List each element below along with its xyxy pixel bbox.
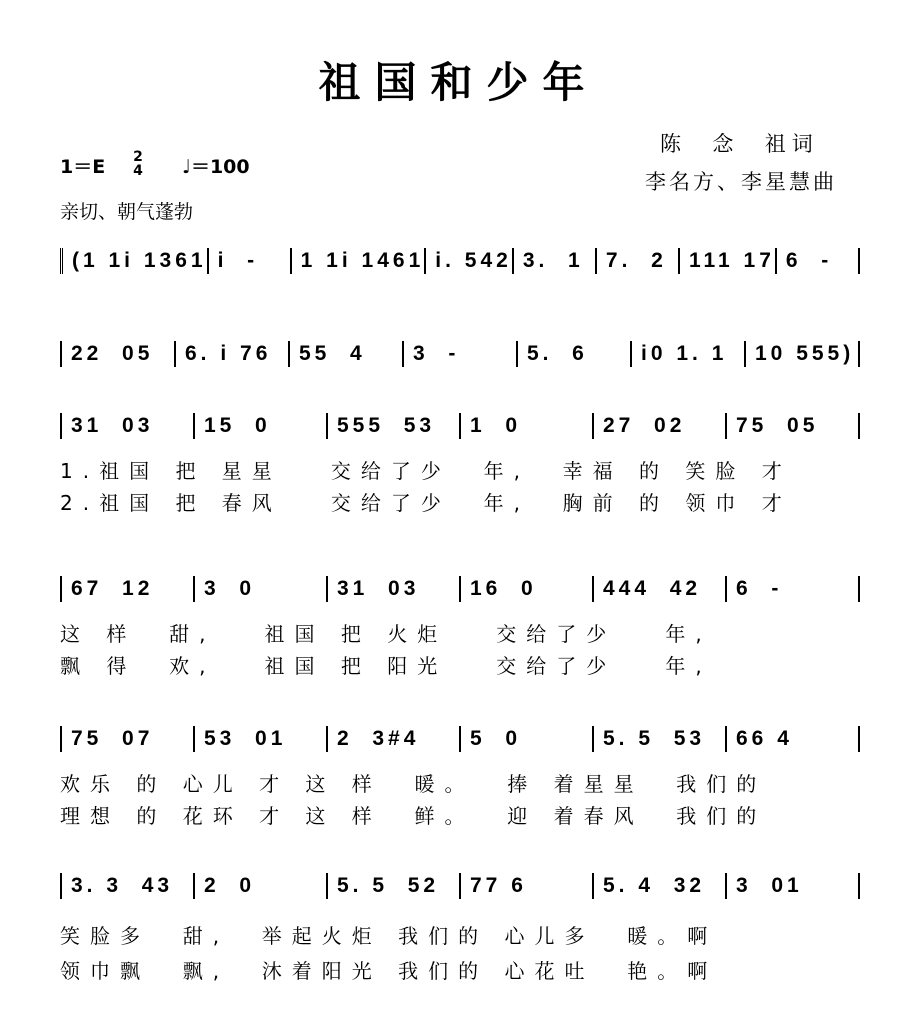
measure: 1 1i 1461: [290, 248, 425, 274]
measure: 6. i 76: [174, 341, 288, 367]
measure: 27 02: [592, 413, 725, 439]
measure: i. 542: [424, 248, 512, 274]
score-system-2: [60, 333, 860, 373]
measure: i0 1. 1: [630, 341, 744, 367]
measure: 1 0: [459, 413, 592, 439]
measure: 3 01: [725, 873, 860, 899]
measure: 3. 3 43: [60, 873, 193, 899]
tempo-marking: ♩＝100: [182, 156, 250, 178]
measure: 22 05: [60, 341, 174, 367]
measure: 77 6: [459, 873, 592, 899]
measure: 6 -: [725, 576, 860, 602]
lyrics-verse-1: 1.祖国 把 星星 交给了少 年, 幸福 的 笑脸 才: [60, 459, 792, 483]
measure: 75 07: [60, 726, 193, 752]
measure: 10 555): [744, 341, 860, 367]
measure: 31 03: [60, 413, 193, 439]
measure: 5. 5 53: [592, 726, 725, 752]
score-system-5: [60, 718, 860, 758]
measure: 5. 5 52: [326, 873, 459, 899]
measure: 6 -: [775, 248, 860, 274]
song-title: 祖国和少年: [318, 58, 599, 107]
time-signature-bottom: 4: [133, 163, 143, 179]
score-system-6: [60, 865, 860, 905]
lyrics-verse-1: 笑脸多 甜, 举起火炬 我们的 心儿多 暖。啊: [60, 924, 718, 948]
measure: 2 0: [193, 873, 326, 899]
measure: 66 4: [725, 726, 860, 752]
lyrics-verse-2: 理想 的 花环 才 这 样 鲜。 迎 着春风 我们的: [60, 804, 767, 828]
measure: 7. 2: [595, 248, 678, 274]
measure: 75 05: [725, 413, 860, 439]
key-signature: 1＝E: [60, 156, 106, 178]
composer-credit: 李名方、李星慧曲: [645, 170, 837, 194]
measure: 15 0: [193, 413, 326, 439]
time-signature-top: 2: [133, 149, 143, 165]
measure: 444 42: [592, 576, 725, 602]
measure: 31 03: [326, 576, 459, 602]
score-system-1: [60, 240, 860, 280]
measure: 3 -: [402, 341, 516, 367]
lyrics-verse-1: 这 样 甜, 祖国 把 火炬 交给了少 年,: [60, 622, 712, 646]
measure: (1 1i 1361: [60, 248, 207, 274]
measure: 16 0: [459, 576, 592, 602]
measure: i -: [207, 248, 290, 274]
measure: 5. 6: [516, 341, 630, 367]
measure: 55 4: [288, 341, 402, 367]
measure: 5. 4 32: [592, 873, 725, 899]
measure: 3 0: [193, 576, 326, 602]
time-signature: [128, 150, 148, 178]
lyrics-verse-2: 2.祖国 把 春风 交给了少 年, 胸前 的 领巾 才: [60, 491, 792, 515]
expression-marking: 亲切、朝气蓬勃: [60, 201, 194, 223]
lyrics-verse-1: 欢乐 的 心儿 才 这 样 暖。 捧 着星星 我们的: [60, 772, 767, 796]
measure: 2 3#4: [326, 726, 459, 752]
measure: 67 12: [60, 576, 193, 602]
lyrics-verse-2: 飘 得 欢, 祖国 把 阳光 交给了少 年,: [60, 654, 712, 678]
measure: 5 0: [459, 726, 592, 752]
measure: 53 01: [193, 726, 326, 752]
lyrics-verse-2: 领巾飘 飘, 沐着阳光 我们的 心花吐 艳。啊: [60, 959, 718, 983]
measure: 555 53: [326, 413, 459, 439]
score-system-3: [60, 405, 860, 445]
measure: 3. 1: [512, 248, 595, 274]
measure: 111 17: [678, 248, 775, 274]
score-system-4: [60, 568, 860, 608]
lyricist-credit: 陈 念 祖词: [660, 132, 819, 156]
